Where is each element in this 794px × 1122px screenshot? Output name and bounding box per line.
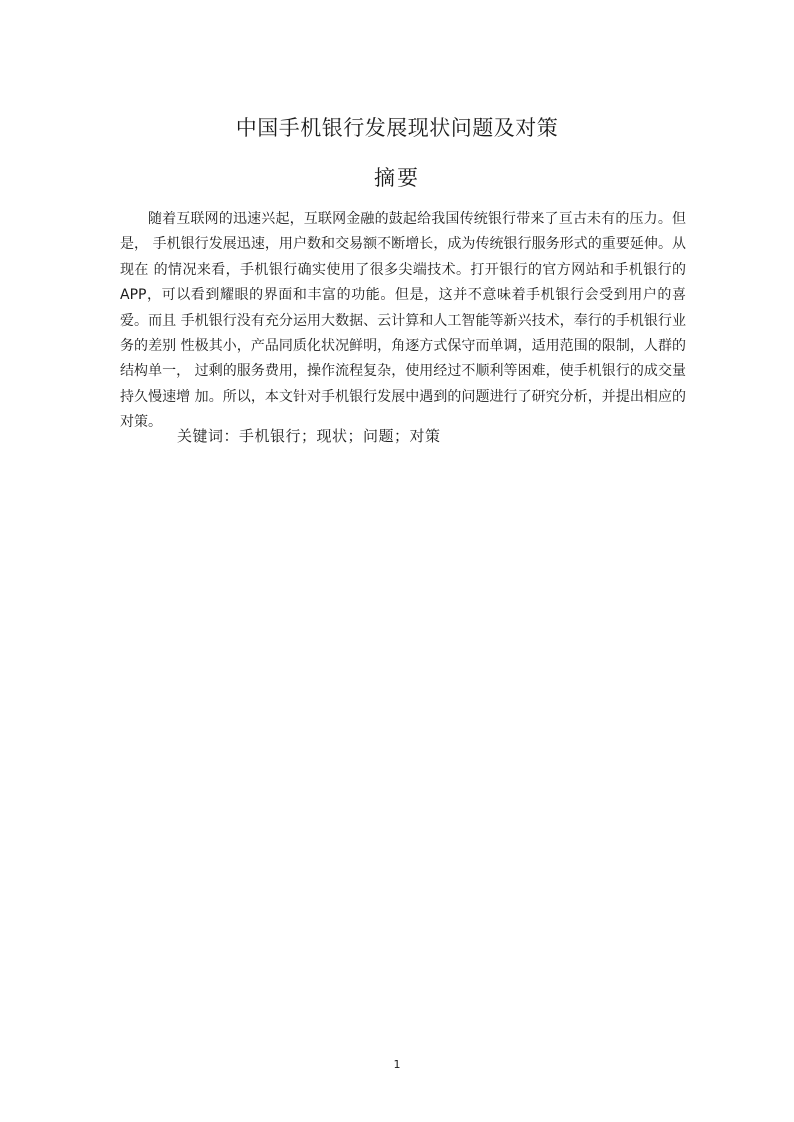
keywords-line: 关键词：手机银行；现状；问题；对策 (177, 427, 441, 445)
document-title: 中国手机银行发展现状问题及对策 (235, 116, 559, 140)
abstract-heading: 摘要 (374, 166, 420, 190)
page-number: 1 (393, 1058, 401, 1071)
abstract-paragraph: 随着互联网的迅速兴起，互联网金融的鼓起给我国传统银行带来了亘古未有的压力。但是， 手机银行发展迅速，用户数和交易额不断增长，成为传统银行服务形式的重要延伸。从现在 的情况来看，手机银行确实使用了很多尖端技术。打开银行的官方网站和手机银行的 APP，可以看到耀眼的界面和丰富的功能。但是，这并不意味着手机银行会受到用户的喜爱。而且 手机银行没有充分运用大数据、云计算和人工智能等新兴技术，奉行的手机银行业务的差别 性极其小，产品同质化状况鲜明，角逐方式保守而单调，适用范围的限制，人群的结构单一， 过剩的服务费用，操作流程复杂，使用经过不顺利等困难，使手机银行的成交量持久慢速增 加。所以，本文针对手机银行发展中遇到的问题进行了研究分析，并提出相应的对策。 (120, 211, 686, 431)
